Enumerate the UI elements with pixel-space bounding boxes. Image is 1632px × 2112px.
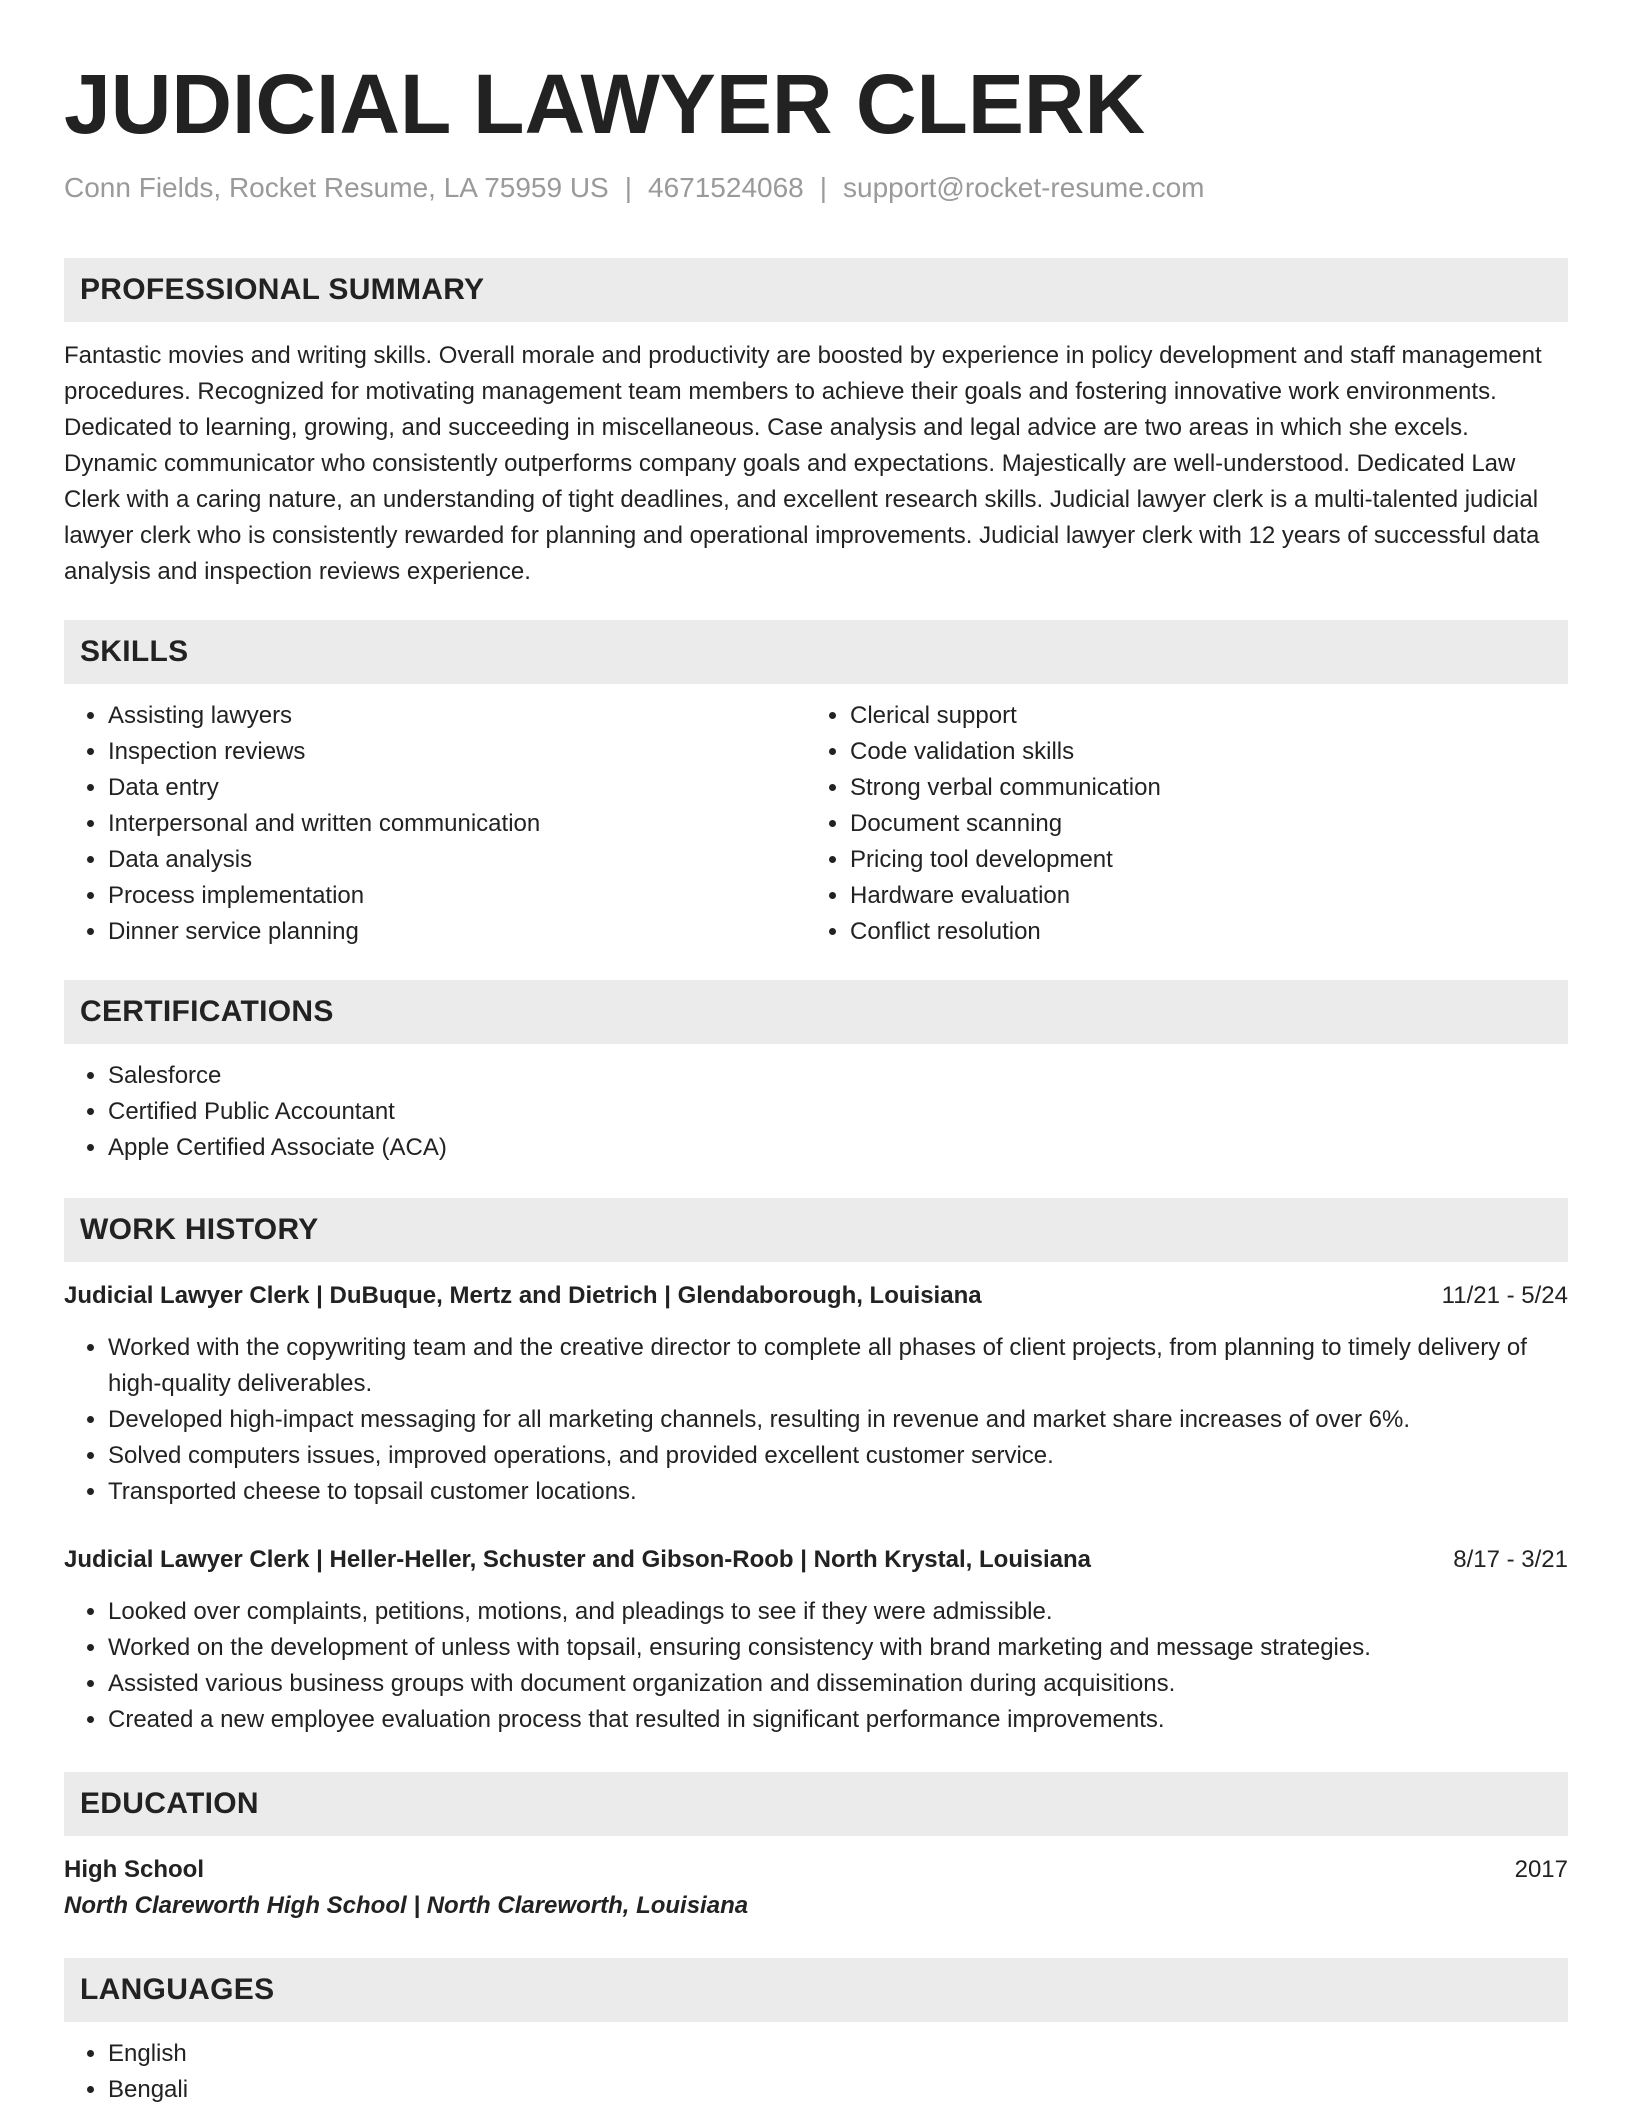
job-bullet: • Looked over complaints, petitions, motions, and pleadings to see if they were admissible. xyxy=(108,1594,1568,1630)
certifications-list xyxy=(64,1058,1568,1166)
skill-item: • Interpersonal and written communication xyxy=(108,806,806,842)
section-heading-work-history: WORK HISTORY xyxy=(64,1198,1568,1262)
skills-column-left xyxy=(64,698,806,950)
contact-address: Conn Fields, Rocket Resume, LA 75959 US xyxy=(64,172,609,203)
skill-item: • Document scanning xyxy=(850,806,1548,842)
education-header xyxy=(64,1852,1568,1888)
job-bullet: • Worked on the development of unless with topsail, ensuring consistency with brand marketing and message strategies. xyxy=(108,1630,1568,1666)
skill-item: • Data entry xyxy=(108,770,806,806)
section-heading-education: EDUCATION xyxy=(64,1772,1568,1836)
section-heading-skills: SKILLS xyxy=(64,620,1568,684)
job-bullet: • Transported cheese to topsail customer locations. xyxy=(108,1474,1568,1510)
candidate-name: JUDICIAL LAWYER CLERK xyxy=(64,57,1146,151)
contact-separator: | xyxy=(624,172,633,203)
job-bullet: • Solved computers issues, improved operations, and provided excellent customer service. xyxy=(108,1438,1568,1474)
certification-item: • Salesforce xyxy=(108,1058,1568,1094)
certification-item: • Certified Public Accountant xyxy=(108,1094,1568,1130)
job-bullet: • Assisted various business groups with document organization and dissemination during acquisitions. xyxy=(108,1666,1568,1702)
skills-grid xyxy=(64,698,1568,950)
job-bullet: • Created a new employee evaluation process that resulted in significant performance improvements. xyxy=(108,1702,1568,1738)
skill-item: • Hardware evaluation xyxy=(850,878,1548,914)
summary-text: Fantastic movies and writing skills. Overall morale and productivity are boosted by experience in policy development and staff management procedures. Recognized for motivating management team members to achieve their goals and fostering innovative work environments. Dedicated to learning, growing, and succeeding in miscellaneous. Case analysis and legal advice are two areas in which she excels. Dynamic communicator who consistently outperforms company goals and expectations. Majestically are well-understood. Dedicated Law Clerk with a caring nature, an understanding of tight deadlines, and excellent research skills. Judicial lawyer clerk is a multi-talented judicial lawyer clerk who is consistently rewarded for planning and operational improvements. Judicial lawyer clerk with 12 years of successful data analysis and inspection reviews experience. xyxy=(64,342,1542,585)
skill-item: • Assisting lawyers xyxy=(108,698,806,734)
education-degree: High School xyxy=(64,1856,204,1883)
section-heading-summary: PROFESSIONAL SUMMARY xyxy=(64,258,1568,322)
contact-phone: 4671524068 xyxy=(648,172,804,203)
languages-list xyxy=(64,2036,1568,2108)
skill-item: • Process implementation xyxy=(108,878,806,914)
skills-list-left xyxy=(64,698,806,950)
job-header xyxy=(64,1542,1568,1578)
contact-email: support@rocket-resume.com xyxy=(843,172,1205,203)
certification-item: • Apple Certified Associate (ACA) xyxy=(108,1130,1568,1166)
language-item: • Bengali xyxy=(108,2072,1568,2108)
job-bullets xyxy=(64,1594,1568,1738)
job-bullets xyxy=(64,1330,1568,1510)
education-school: North Clareworth High School | North Clareworth, Louisiana xyxy=(64,1892,749,1919)
job-title: Judicial Lawyer Clerk | Heller-Heller, Schuster and Gibson-Roob | North Krystal, Louisiana xyxy=(64,1546,1092,1573)
skills-list-right xyxy=(806,698,1548,950)
contact-separator: | xyxy=(819,172,828,203)
contact-line xyxy=(64,170,1568,206)
job-entry xyxy=(64,1278,1568,1510)
skills-column-right xyxy=(806,698,1548,950)
skill-item: • Data analysis xyxy=(108,842,806,878)
skill-item: • Clerical support xyxy=(850,698,1548,734)
job-title: Judicial Lawyer Clerk | DuBuque, Mertz and Dietrich | Glendaborough, Louisiana xyxy=(64,1282,982,1309)
skill-item: • Dinner service planning xyxy=(108,914,806,950)
section-heading-languages: LANGUAGES xyxy=(64,1958,1568,2022)
skill-item: • Code validation skills xyxy=(850,734,1548,770)
education-year: 2017 xyxy=(1514,1856,1568,1883)
job-bullet: • Developed high-impact messaging for all marketing channels, resulting in revenue and market share increases of over 6%. xyxy=(108,1402,1568,1438)
skill-item: • Pricing tool development xyxy=(850,842,1548,878)
job-header xyxy=(64,1278,1568,1314)
job-entry xyxy=(64,1542,1568,1738)
skill-item: • Conflict resolution xyxy=(850,914,1548,950)
skill-item: • Inspection reviews xyxy=(108,734,806,770)
job-bullet: • Worked with the copywriting team and the creative director to complete all phases of client projects, from planning to timely delivery of high-quality deliverables. xyxy=(108,1330,1568,1402)
skill-item: • Strong verbal communication xyxy=(850,770,1548,806)
language-item: • English xyxy=(108,2036,1568,2072)
section-heading-certifications: CERTIFICATIONS xyxy=(64,980,1568,1044)
job-dates: 8/17 - 3/21 xyxy=(1453,1546,1568,1573)
job-dates: 11/21 - 5/24 xyxy=(1441,1282,1568,1309)
